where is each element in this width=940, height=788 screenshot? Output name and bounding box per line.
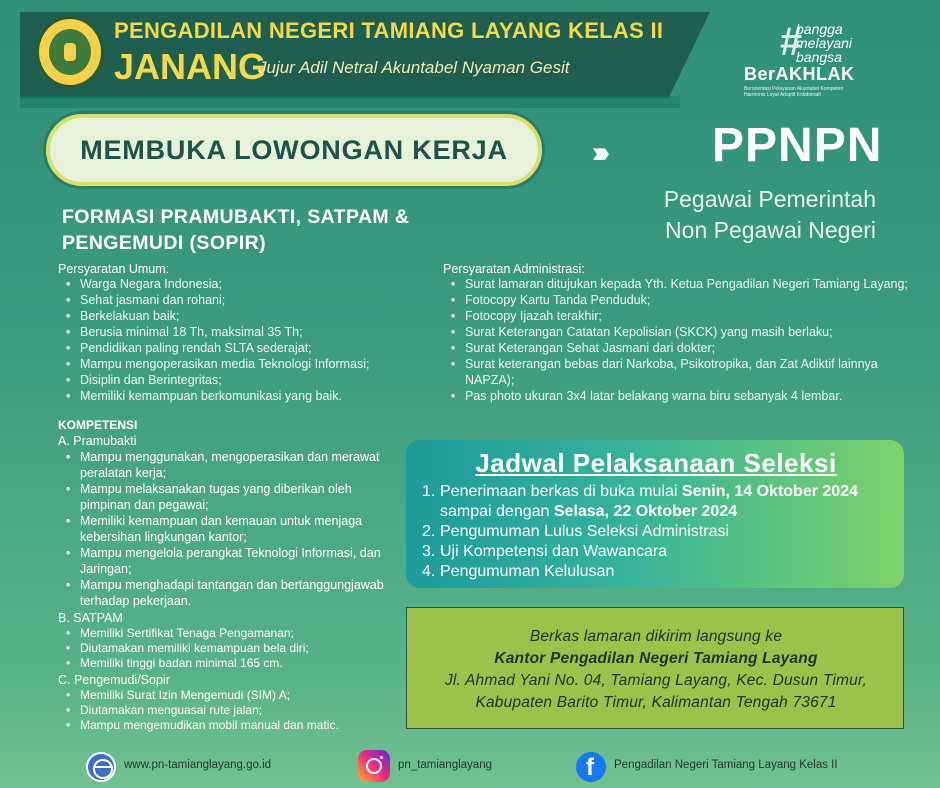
list-item: • Fotocopy Kartu Tanda Penduduk; <box>443 292 913 308</box>
chevrons-right-icon: ››› <box>592 136 604 169</box>
list-item: • Surat Keterangan Sehat Jasmani dari dokter; <box>443 340 913 356</box>
ppnpn-title: PPNPN <box>712 119 883 172</box>
admin-requirements-title: Persyaratan Administrasi: <box>443 262 585 276</box>
list-item: • Warga Negara Indonesia; <box>58 276 438 292</box>
office-name: Kantor Pengadilan Negeri Tamiang Layang <box>494 650 818 667</box>
list-item: • Berkelakuan baik; <box>58 308 438 324</box>
list-item: • Surat Keterangan Catatan Kepolisian (SKCK) yang masih berlaku; <box>443 324 913 340</box>
list-item: • Mampu menghadapi tantangan dan bertanggungjawab terhadap pekerjaan. <box>58 577 388 609</box>
court-name: PENGADILAN NEGERI TAMIANG LAYANG KELAS II <box>114 18 664 43</box>
list-item: • Memiliki kemampuan berkomunikasi yang baik. <box>58 388 438 404</box>
address-intro: Berkas lamaran dikirim langsung ke <box>529 628 783 645</box>
court-emblem-icon <box>36 16 104 88</box>
website-link[interactable]: www.pn-tamianglayang.go.id <box>124 759 272 771</box>
list-item: • Berusia minimal 18 Th, maksimal 35 Th; <box>58 324 438 340</box>
list-item: • Sehat jasmani dan rohani; <box>58 292 438 308</box>
schedule-item: 4. Pengumuman Kelulusan <box>422 563 615 580</box>
satpam-title: B. SATPAM <box>58 611 123 625</box>
submission-address <box>406 607 904 729</box>
globe-icon <box>86 752 116 782</box>
list-item: • Surat keterangan bebas dari Narkoba, Psikotropika, dan Zat Adiktif lainnya NAPZA); <box>443 356 913 388</box>
list-item: • Mampu melaksanakan tugas yang diberikan oleh pimpinan dan pegawai; <box>58 481 388 513</box>
list-item: • Disiplin dan Berintegritas; <box>58 372 438 388</box>
facebook-icon: f <box>576 752 606 782</box>
berakhlak-tagline: bangga melayani bangsa <box>796 21 853 65</box>
general-requirements <box>58 262 438 404</box>
berakhlak-logo <box>742 16 882 102</box>
address-line: Jl. Ahmad Yani No. 04, Tamiang Layang, Kec. Dusun Timur, <box>444 672 868 689</box>
instagram-icon <box>358 750 390 782</box>
janang-motto: Jujur Adil Netral Akuntabel Nyaman Gesit <box>258 58 570 77</box>
list-item: • Mampu menggunakan, mengoperasikan dan merawat peralatan kerja; <box>58 449 388 481</box>
address-line: Kabupaten Barito Timur, Kalimantan Tengah 73671 <box>475 694 837 711</box>
pramubakti-title: A. Pramubakti <box>58 434 137 448</box>
list-item: • Diutamakan memiliki kemampuan bela diri; <box>58 641 388 656</box>
list-item: • Pas photo ukuran 3x4 latar belakang warna biru sebanyak 4 lembar. <box>443 388 913 404</box>
instagram-link[interactable]: pn_tamianglayang <box>398 759 492 771</box>
driver-title: C. Pengemudi/Sopir <box>58 673 170 687</box>
list-item: • Mampu mengoperasikan media Teknologi Informasi; <box>58 356 438 372</box>
vacancy-heading: MEMBUKA LOWONGAN KERJA <box>80 134 508 165</box>
list-item: • Surat lamaran ditujukan kepada Yth. Ketua Pengadilan Negeri Tamiang Layang; <box>443 276 913 292</box>
schedule-item: 2. Pengumuman Lulus Seleksi Administrasi <box>422 523 730 540</box>
admin-requirements <box>443 262 913 404</box>
schedule-title: Jadwal Pelaksanaan Seleksi <box>475 448 837 478</box>
list-item: • Fotocopy Ijazah terakhir; <box>443 308 913 324</box>
selection-schedule <box>406 440 904 588</box>
formasi-heading: FORMASI PRAMUBAKTI, SATPAM & PENGEMUDI (SOPIR) <box>62 206 410 254</box>
berakhlak-title: BerAKHLAK <box>744 64 855 84</box>
header-shadow <box>20 96 680 108</box>
list-item: • Mampu mengelola perangkat Teknologi Informasi, dan Jaringan; <box>58 545 388 577</box>
list-item: • Memiliki tinggi badan minimal 165 cm. <box>58 656 388 671</box>
facebook-link[interactable]: Pengadilan Negeri Tamiang Layang Kelas II <box>614 759 838 771</box>
list-item: • Memiliki kemampuan dan kemauan untuk menjaga kebersihan lingkungan kantor; <box>58 513 388 545</box>
berakhlak-values: Berorientasi Pelayanan Akuntabel Kompeten Harmonis Loyal Adaptif Kolaboratif <box>744 86 844 98</box>
hash-icon: # <box>780 20 803 64</box>
schedule-item: 3. Uji Kompetensi dan Wawancara <box>422 543 668 560</box>
list-item: • Diutamakan menguasai rute jalan; <box>58 703 388 718</box>
list-item: • Mampu mengemudikan mobil manual dan matic. <box>58 718 388 733</box>
competencies <box>58 418 388 733</box>
ppnpn-subtitle: Pegawai Pemerintah Non Pegawai Negeri <box>663 186 876 243</box>
competencies-title: KOMPETENSI <box>58 418 138 432</box>
schedule-item: 1. Penerimaan berkas di buka mulai Senin, 14 Oktober 2024 sampai dengan Selasa, 22 Oktober 2024 <box>422 483 858 520</box>
footer <box>0 744 940 788</box>
list-item: • Memiliki Surat Izin Mengemudi (SIM) A; <box>58 688 388 703</box>
general-requirements-title: Persyaratan Umum: <box>58 262 170 276</box>
janang-title: JANANG <box>114 46 267 87</box>
list-item: • Pendidikan paling rendah SLTA sederajat; <box>58 340 438 356</box>
vacancy-pill <box>46 114 542 186</box>
list-item: • Memiliki Sertifikat Tenaga Pengamanan; <box>58 626 388 641</box>
